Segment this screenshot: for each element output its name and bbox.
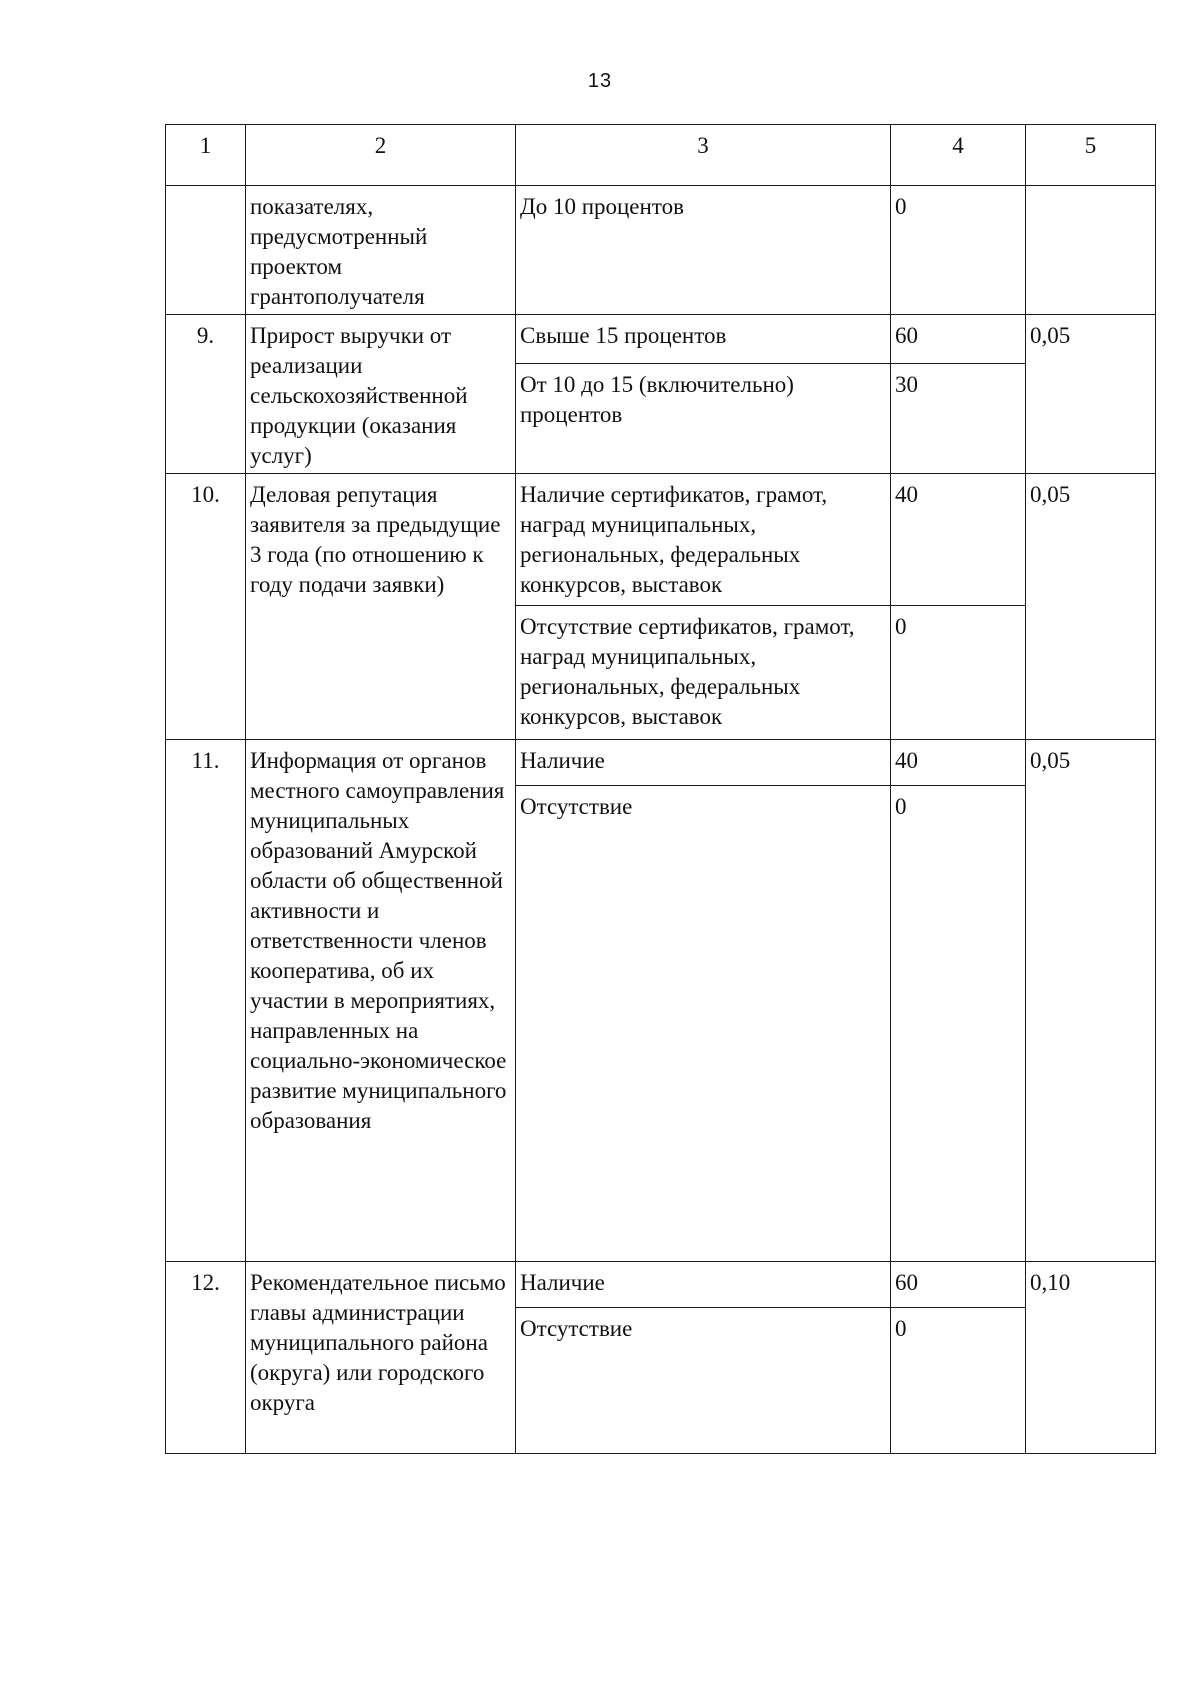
score-cell: 30 [891, 363, 1026, 473]
table-header-row [166, 125, 1156, 186]
criterion-cell: Рекомендательное письмо главы администрации муниципального района (округа) или городского округа [246, 1262, 516, 1454]
weight-cell: 0,05 [1026, 474, 1156, 740]
header-cell-5: 5 [1026, 125, 1156, 186]
page-number: 13 [587, 70, 613, 92]
option-cell: Отсутствие [516, 1308, 891, 1454]
table-row [166, 315, 1156, 364]
row-number-cell: 10. [166, 474, 246, 740]
score-cell: 40 [891, 474, 1026, 606]
score-cell: 0 [891, 786, 1026, 1262]
option-cell: От 10 до 15 (включительно) процентов [516, 363, 891, 473]
header-cell-4: 4 [891, 125, 1026, 186]
option-cell: Наличие [516, 740, 891, 786]
weight-cell: 0,05 [1026, 740, 1156, 1262]
option-cell: Свыше 15 процентов [516, 315, 891, 364]
score-cell: 0 [891, 1308, 1026, 1454]
criterion-cell: Информация от органов местного самоуправления муниципальных образований Амурской области об общественной активности и ответственности членов кооператива, об их участии в мероприятиях, направленных на социально-экономическое развитие муниципального образования [246, 740, 516, 1262]
row-number-cell [166, 186, 246, 315]
weight-cell: 0,10 [1026, 1262, 1156, 1454]
row-number-cell: 12. [166, 1262, 246, 1454]
criteria-table [165, 124, 1156, 1454]
table-row [166, 1262, 1156, 1308]
score-cell: 40 [891, 740, 1026, 786]
option-cell: Отсутствие сертификатов, грамот, наград муниципальных, региональных, федеральных конкурсов, выставок [516, 606, 891, 740]
option-cell: До 10 процентов [516, 186, 891, 315]
criterion-cell: показателях, предусмотренный проектом грантополучателя [246, 186, 516, 315]
option-cell: Отсутствие [516, 786, 891, 1262]
option-cell: Наличие [516, 1262, 891, 1308]
table-row [166, 740, 1156, 786]
header-cell-3: 3 [516, 125, 891, 186]
header-cell-1: 1 [166, 125, 246, 186]
score-cell: 0 [891, 186, 1026, 315]
table-row [166, 186, 1156, 315]
score-cell: 0 [891, 606, 1026, 740]
table-row [166, 474, 1156, 606]
weight-cell [1026, 186, 1156, 315]
score-cell: 60 [891, 315, 1026, 364]
criterion-cell: Деловая репутация заявителя за предыдущие 3 года (по отношению к году подачи заявки) [246, 474, 516, 740]
criterion-cell: Прирост выручки от реализации сельскохозяйственной продукции (оказания услуг) [246, 315, 516, 474]
header-cell-2: 2 [246, 125, 516, 186]
row-number-cell: 11. [166, 740, 246, 1262]
weight-cell: 0,05 [1026, 315, 1156, 474]
option-cell: Наличие сертификатов, грамот, наград муниципальных, региональных, федеральных конкурсов, выставок [516, 474, 891, 606]
score-cell: 60 [891, 1262, 1026, 1308]
row-number-cell: 9. [166, 315, 246, 474]
